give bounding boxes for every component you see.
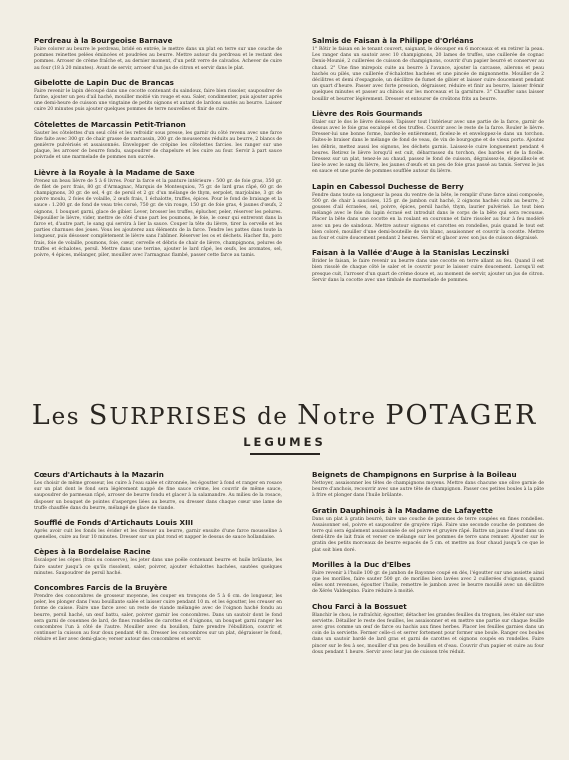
- recipe-section: [34, 583, 282, 644]
- recipe-title: Salmis de Faisan à la Philippe d'Orléans: [312, 36, 474, 45]
- recipe-body: Fendre dans toute sa longueur la peau du ventre de la bête, le remplir d'une farce ainsi composée, 500 gr. de chair à saucisses, 125 gr. de jambon cuit haché, 2 oignons hachés cuits au beurre, 2 gousses d'ail écrasées, sel, poivre, épices, persil haché, thym, laurier pulvérisé. Le tout bien mélangé avec le foie du lapin écrasé est introduit dans le corps de la bête qui sera recousue. Placer la bête dans une cocotte en la roulant en couronne et faire rissoler au four à feu modéré avec un peu de saindoux. Mettre autour oignons et carottes en rondelles, puis quand le tout est bien coloré, mouiller d'une demi-bouteille de vin blanc, assaisonner et couvrir la cocotte. Mettre au four et cuire doucement pendant 2 heures. Servir et glacer avec son jus de cuisson dégraissé.: [312, 192, 544, 242]
- recipe-title: Lièvre des Rois Gourmands: [312, 108, 423, 118]
- banner-word: POTAGER: [385, 400, 538, 431]
- banner-letter: S: [88, 400, 110, 431]
- banner-word: es: [51, 404, 81, 430]
- recipe-title: Beignets de Champignons en Surprise à la Boileau: [312, 470, 517, 479]
- recipe-section: [312, 36, 544, 103]
- banner-subtitle: LEGUMES: [243, 435, 326, 449]
- recipe-body: Prendre des concombres de grosseur moyenne, les couper en tronçons de 5 à 6 cm. de longueur, les peler, les plonger dans l'eau bouillante salée et laisser cuire pendant 10 m. et les égoutter, les creuser en forme de caisse. Faire une farce avec un reste de viande mélangée avec de l'oignon haché fondu au beurre, persil haché, un œuf battu, saler, poivrer garnir les concombres. Dans un sautoir dont le fond sera garni de couennes de lard, de fines rondelles de carottes et d'oignons, un bouquet garni ranger les concombres l'un à côté de l'autre. Mouiller avec du bouillon, faire prendre l'ébullition, couvrir et continuer la cuisson au four doux pendant 40 m. Dresser les concombres sur un plat, dégraisser le fond, réduire et lier avec demi-glace; verser autour des concombres et servir.: [34, 594, 282, 643]
- banner-title: [0, 400, 569, 431]
- recipe-title: Lapin en Cabessol Duchesse de Berry: [312, 181, 464, 191]
- recipe-body: Brider le faisan, le faire revenir au beurre dans une cocotte en terre allant au feu. Quand il est bien rissolé de chaque côté le saler et le couvrir pour le laisser cuire doucement. Lorsqu'il est presque cuit, l'arroser d'un quart de crème douce et, au moment de servir, ajouter un jus de citron. Servir dans la cocotte avec une timbale de marmelade de pommes.: [312, 259, 544, 283]
- recipe-section: [312, 602, 544, 656]
- recipe-title: Faisan à la Vallée d'Auge à la Stanislas Leczinski: [312, 248, 510, 258]
- recipe-title: Soufflé de Fonds d'Artichauts Louis XIII: [34, 518, 194, 528]
- recipe-title: Chou Farci à la Bossuet: [312, 601, 407, 611]
- banner-letter: N: [297, 400, 323, 431]
- recipe-section: [34, 547, 282, 577]
- recipe-body: Etaler sur le dos le lièvre désossé. Tapisser tout l'intérieur avec une partie de la farce, garnir de dessus avec le foie gras escalopé et des truffes. Couvrir avec le reste de la farce. Rouler le lièvre. Dresser-lui une bonne forme, bardez-le entièrement, ficelez-le et enveloppez-le dans un torchon. Faites-le braiser dans le mélange de fond de veau, de vin de bourgogne et de vieux porto. Ajoutez les débris, mettez aussi les oignons, les déchets garnis. Laissez-le cuire longuement pendant 4 heures. Retirez le lièvre lorsqu'il est cuit, débarrassez du torchon, des bardes et de la ficelle. Dressez sur un plat, tenez-le au chaud, passez le fond de cuisson, dégraissez-le, dépouillez-le et liez-le avec le sang du lièvre, les jaunes d'œufs et un peu de foie gras passé au tamis. Servez le jus en sauce et une purée de pommes soufflée autour du lièvre.: [312, 119, 544, 175]
- bottom-right-column: [312, 470, 544, 662]
- recipe-body: Sauter les côtelettes d'un seul côté et les refroidir sous presse, les garnir du côté revenu avec une farce fine faite avec 300 gr. de chair grasse de marcassin, 200 gr. de mousserons réduits au beurre, 2 blancs de genièvre pulvérisés et assaisonnés. Envelopper de crépine les côtelettes farcies. les ranger sur une plaque, les arroser de beurre fondu, saupoudrer de chapelure et les cuire au four. Servir à part sauce poivrade et une marmelade de pommes non sucrée.: [34, 130, 282, 161]
- recipe-title: Morilles à la Duc d'Elbes: [312, 559, 411, 569]
- recipe-title: Lièvre à la Royale à la Madame de Saxe: [34, 167, 195, 177]
- recipe-title: Gibelotte de Lapin Duc de Brancas: [34, 77, 174, 87]
- recipe-body: 1° Rôtir le faisan en le tenant couvert, saignant, le découper en 6 morceaux et en retirer la peau. Les ranger dans un sautoir avec 10 champignons, 20 lames de truffes, une cuillerée de cognac Denis-Mounié, 2 cuillerées de cuisson de champignons, couvrir d'un papier beurré et conserver au chaud. 2° Une fine mirepoix cuite au beurre à l'avance, ajouter la carcasse, ailerons et peau hachés ou pilés, une cuillerée d'échalottes hachées et une pincée de mignonnette. Mouiller de 2 décilitres et demi d'espagnole, un décilitre de fumet de gibier et laisser cuire doucement pendant un quart d'heure. Passer avec forte pression, dégraisser, réduire et finir au beurre, laisser frémir quelques minutes et passer au chinois sur les morceaux et la garniture. 3° Chauffer sans laisser bouillir et beurrer légèrement. Dresser et entourer de croûtons frits au beurre.: [312, 47, 544, 102]
- recipe-title: Gratin Dauphinois à la Madame de Lafayette: [312, 505, 493, 515]
- recipe-title: Cœurs d'Artichauts à la Mazarin: [34, 470, 164, 479]
- top-right-column: [312, 36, 544, 290]
- recipe-title: Cèpes à la Bordelaise Racine: [34, 547, 151, 557]
- banner-rule: [250, 453, 320, 455]
- recipe-title: Concombres Farcis de la Bruyère: [34, 583, 168, 593]
- recipe-section: [312, 109, 544, 176]
- banner-letter: L: [31, 400, 52, 431]
- recipe-section: [34, 78, 282, 114]
- banner-word: URPRISES: [109, 404, 249, 430]
- recipe-section: [34, 470, 282, 512]
- recipe-title: Perdreau à la Bourgeoise Barnave: [34, 36, 173, 45]
- recipe-section: [312, 506, 544, 554]
- bottom-left-column: [34, 470, 282, 650]
- recipe-section: [312, 248, 544, 284]
- recipe-body: Prenez un beau lièvre de 5 à 6 livres. Pour la farce et la panture intérieure : 500 gr. de foie gras, 350 gr. de filet de porc frais, 80 gr. d'Armagnac, Marquis de Montesquiou, 75 gr. de lard gras râpé, 60 gr. de champignons, 30 gr. de sel, 4 gr. de persil et 2 gr. d'un mélange de thym, serpolet, marjolaine, 3 gr. de poivre moulu, 2 foies de volaille, 2 œufs frais, 1 échalotte, truffes, épices. Pour le fond de braisage et la sauce : 1.200 gr. de fond de veau très corsé, 750 gr. de vin rouge, 150 gr. de foie gras, 4 jaunes d'œufs, 2 oignons, 1 bouquet garni, glace de gibier. Lever, brosser les truffes, éplucher, peler, réserver les pelures. Dépouiller le lièvre, vider, mettre de côté d'une part les poumons, le foie, le cœur qui entreront dans la farce et, d'autre part, le sang qui servira à lier la sauce. Couper la tête du lièvre, tirer la cervelle et les parties charnues des joues. Vous les ajouterez aux éléments de la farce. Tendre les pattes dans toute la longueur, puis désosser complètement le lièvre sans l'abîmer. Réserver les os et déchets. Hacher fin, porc frais, foie de volaille, poumons, foie, cœur, cervelle et débris de chair de lièvre, champignons, pelures de truffes et échalotes, persil. Mettre dans une terrine, ajouter le lard râpé, les œufs, les aromates, sel, poivre, 4 épices, mélanger, piler, mouiller avec l'armagnac flambé, passer cette farce au tamis.: [34, 178, 282, 259]
- recipe-body: Dans un plat à gratin beurré, faire une couche de pommes de terre coupées en fines rondelles. Assaisonner sel, poivre et saupoudrer de gruyère râpé. Faire une seconde couche de pommes de terre qui sera également assaisonnée de sel poivre et gruyère râpé. Battre un jaune d'œuf dans un demi-litre de lait frais et verser ce mélange sur les pommes de terre sans remuer. Ajouter sur le gratin des petits morceaux de beurre espacés de 5 cm. et mettre au four chaud jusqu'à ce que le plat soit bien doré.: [312, 516, 544, 553]
- recipe-body: Faire colorer au beurre le perdreau, bridé en entrée, le mettre dans un plat en terre sur une couche de pommes reinettes pelées émincées et poudrées au beurre. Mettre autour du perdreau et le restant des pommes. Arroser de crème fraîche et, au dernier moment, d'un petit verre de calvados. Achever de cuire au four (18 à 20 minutes). Avant de servir, arroser d'un jus de citron et servir dans le plat.: [34, 47, 282, 71]
- recipe-section: [34, 36, 282, 72]
- recipe-body: Faire revenir le lapin découpé dans une cocotte contenant du saindoux, faire bien rissoler, saupoudrer de farine, ajouter un peu d'ail haché, mouiller moitié vin rouge et eau. Saler, condimenter, puis ajouter après une demi-heure de cuisson une vingtaine de petits oignons et autant de lardons sautés au beurre. Laisser cuire 20 minutes puis ajouter quelques pommes de terre nouvelles et finir de cuire.: [34, 88, 282, 113]
- recipe-section: [34, 168, 282, 260]
- top-left-column: [34, 36, 282, 265]
- recipe-section: [34, 518, 282, 541]
- recipe-body: Blanchir le chou, le rafraîchir, égoutter, détacher les grandes feuilles du trognon, les étaler sur une serviette. Détailler le reste des feuilles, les assaisonner et en mettre une partie sur chaque feuille avec gros comme un œuf de farce ou hachis aux fines herbes. Placer les feuilles garnies dans un coin de la serviette. Fermer celle-ci et serrer fortement pour former une boule. Ranger ces boules dans un sautoir bardé de lard gras et garni de carottes et oignons coupés en rondelles. Faire pincer sur le feu à sec, mouiller d'un peu de bouillon et d'eau. Couvrir d'un papier et cuire au four doux pendant 1 heure. Servir avec leur jus de cuisson très réduit.: [312, 612, 544, 655]
- recipe-body: Faire revenir à l'huile 100 gr. de jambon de Bayonne coupé en dés, l'égoutter sur une assiette ainsi que les morilles, faire sauter 500 gr. de morilles bien lavées avec 2 cuillerées d'oignons, quand elles sont revenues, égoutter l'huile, remettre le jambon avec le beurre mouillé avec un décilitre de Xérès Valdespino. Faire réduire à moitié.: [312, 570, 544, 595]
- section-banner: [0, 400, 569, 455]
- recipe-body: Les choisir de même grosseur, les cuire à l'eau salée et citronnée, les égoutter à fond et ranger en rosace sur un plat dont le fond sera légèrement nappé de fine sauce crème, les couvrir de même sauce, saupoudrer de parmesan râpé, arroser de beurre fondu et glacer à la salamandre. Au milieu de la rosace, disposer un bouquet de pointes d'asperges liées au beurre, ou dresser dans chaque cœur une lame de truffe chauffée dans du beurre, mélangé de glace de viande.: [34, 481, 282, 511]
- recipe-title: Côtelettes de Marcassin Petit-Trianon: [34, 119, 186, 129]
- recipe-section: [312, 560, 544, 596]
- recipe-section: [34, 120, 282, 162]
- banner-word: otre: [322, 404, 377, 430]
- recipe-body: Après avoir cuit les fonds les évider et les dresser au beurre, garnir ensuite d'une farce mousseline à quenelles, cuire au four 10 minutes. Dresser sur un plat rond et napper le dessus de sauce hollandaise.: [34, 529, 282, 541]
- recipe-body: Escaloper les cèpes (frais ou conserve), les jeter dans une poêle contenant beurre et huile brûlante, les faire sauter jusqu'à ce qu'ils rissolent, saler, poivrer, ajouter échalottes hachées, sautées quelques minutes. Saupoudrer de persil haché.: [34, 558, 282, 576]
- recipe-section: [312, 182, 544, 243]
- banner-word: de: [257, 404, 289, 430]
- recipe-section: [312, 470, 544, 500]
- recipe-body: Nettoyer, assaisonner les têtes de champignons moyens. Mettre dans chacune une olive garnie de beurre d'anchois, recouvrir avec une autre tête de champignon. Passer ces petites boules à la pâte à frire et plonger dans l'huile brûlante.: [312, 481, 544, 499]
